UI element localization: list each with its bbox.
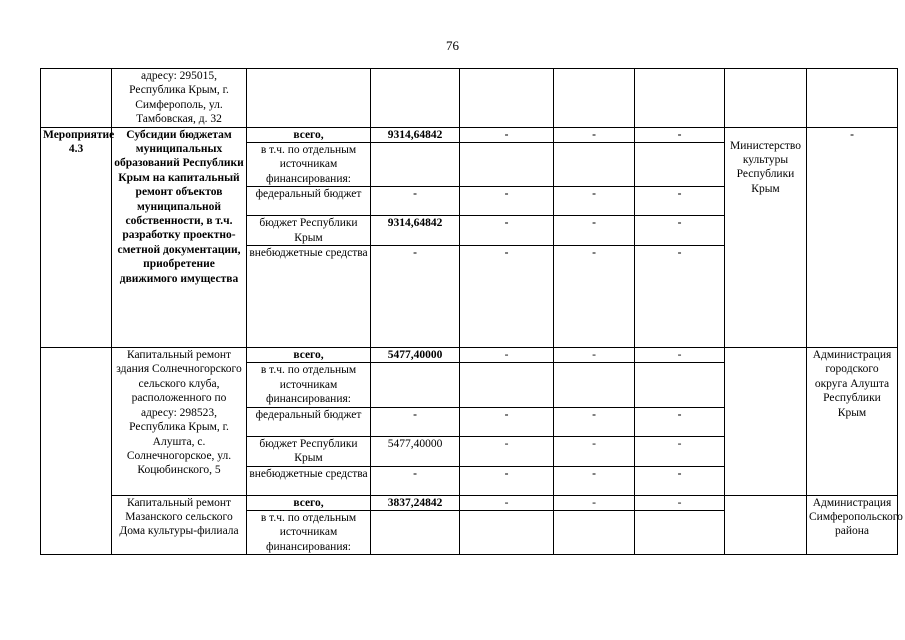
value-cell bbox=[554, 363, 635, 407]
object-cell: Капитальный ремонт Мазанского сельского Дома культуры-филиала bbox=[112, 495, 247, 555]
value-cell: - bbox=[460, 495, 554, 510]
source-label: всего, bbox=[247, 127, 371, 142]
value-cell: - bbox=[460, 187, 554, 216]
value-cell: - bbox=[635, 246, 725, 348]
table-row bbox=[41, 348, 898, 363]
value-cell bbox=[460, 510, 554, 554]
value-cell: - bbox=[460, 246, 554, 348]
value-cell: - bbox=[554, 187, 635, 216]
amount-cell: 5477,40000 bbox=[371, 436, 460, 466]
amount-cell: - bbox=[371, 466, 460, 495]
amount-cell: 9314,64842 bbox=[371, 127, 460, 142]
amount-cell: 3837,24842 bbox=[371, 495, 460, 510]
value-cell: - bbox=[460, 348, 554, 363]
recipient-cell: Администрация городского округа Алушта Республики Крым bbox=[807, 348, 898, 495]
page-number: 76 bbox=[446, 38, 459, 53]
value-cell: - bbox=[460, 436, 554, 466]
value-cell bbox=[554, 143, 635, 187]
object-cell: Субсидии бюджетам муниципальных образований Республики Крым на капитальный ремонт объектов муниципальной собственности, в т.ч. разработку проектно-сметной документации, приобретение движимого имущества bbox=[112, 127, 247, 347]
recipient-cell: - bbox=[807, 127, 898, 347]
source-label: всего, bbox=[247, 495, 371, 510]
table-row-continuation bbox=[41, 69, 898, 128]
source-label: в т.ч. по отдельным источникам финансирования: bbox=[247, 363, 371, 407]
amount-cell bbox=[371, 143, 460, 187]
budget-table bbox=[40, 68, 903, 555]
value-cell: - bbox=[635, 436, 725, 466]
amount-cell: 5477,40000 bbox=[371, 348, 460, 363]
source-label: федеральный бюджет bbox=[247, 407, 371, 436]
source-label: бюджет Республики Крым bbox=[247, 216, 371, 246]
value-cell bbox=[554, 510, 635, 554]
value-cell: - bbox=[554, 127, 635, 142]
amount-cell: - bbox=[371, 187, 460, 216]
executor-text: Министерство культуры Республики Крым bbox=[730, 139, 801, 195]
value-cell bbox=[460, 363, 554, 407]
value-cell: - bbox=[635, 127, 725, 142]
value-cell: - bbox=[460, 466, 554, 495]
amount-cell: 9314,64842 bbox=[371, 216, 460, 246]
value-cell: - bbox=[554, 348, 635, 363]
recipient-cell: Администрация Симферопольского района bbox=[807, 495, 898, 555]
value-cell: - bbox=[460, 216, 554, 246]
value-cell bbox=[460, 143, 554, 187]
source-label: внебюджетные средства bbox=[247, 246, 371, 348]
source-label: внебюджетные средства bbox=[247, 466, 371, 495]
value-cell: - bbox=[635, 495, 725, 510]
amount-cell bbox=[371, 363, 460, 407]
value-cell: - bbox=[554, 246, 635, 348]
object-cell: Капитальный ремонт здания Солнечногорского сельского клуба, расположенного по адресу: 298523, Республика Крым, г. Алушта, с. Солнечногорское, ул. Коцюбинского, 5 bbox=[112, 348, 247, 495]
executor-cell bbox=[725, 127, 807, 347]
amount-cell: - bbox=[371, 407, 460, 436]
value-cell: - bbox=[635, 216, 725, 246]
source-label: в т.ч. по отдельным источникам финансирования: bbox=[247, 143, 371, 187]
value-cell bbox=[635, 363, 725, 407]
source-label: в т.ч. по отдельным источникам финансирования: bbox=[247, 510, 371, 554]
value-cell: - bbox=[554, 436, 635, 466]
object-cell: адресу: 295015, Республика Крым, г. Симферополь, ул. Тамбовская, д. 32 bbox=[112, 69, 247, 128]
value-cell: - bbox=[554, 466, 635, 495]
value-cell bbox=[635, 510, 725, 554]
value-cell bbox=[635, 143, 725, 187]
value-cell: - bbox=[554, 495, 635, 510]
value-cell: - bbox=[460, 407, 554, 436]
source-label: всего, bbox=[247, 348, 371, 363]
amount-cell bbox=[371, 510, 460, 554]
value-cell: - bbox=[635, 466, 725, 495]
measure-name-cell: Мероприятие 4.3 bbox=[41, 127, 112, 347]
table-row bbox=[41, 127, 898, 142]
value-cell: - bbox=[554, 407, 635, 436]
amount-cell: - bbox=[371, 246, 460, 348]
value-cell: - bbox=[554, 216, 635, 246]
source-label: бюджет Республики Крым bbox=[247, 436, 371, 466]
value-cell: - bbox=[635, 187, 725, 216]
source-label: федеральный бюджет bbox=[247, 187, 371, 216]
value-cell: - bbox=[460, 127, 554, 142]
table-row bbox=[41, 495, 898, 510]
value-cell: - bbox=[635, 348, 725, 363]
value-cell: - bbox=[635, 407, 725, 436]
